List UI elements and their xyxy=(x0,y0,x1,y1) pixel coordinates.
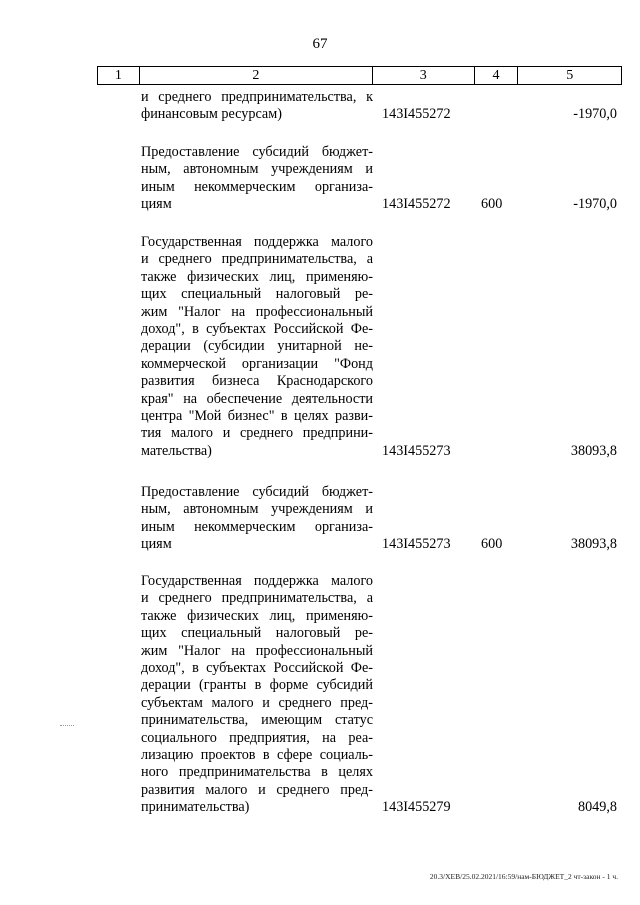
description-line: финансовым ресурсам) xyxy=(141,106,282,123)
description-line: жим "Налог на профессиональный xyxy=(141,642,373,659)
description-line: доход", в субъектах Российской Фе- xyxy=(141,321,373,338)
description-line: иным некоммерческим организа- xyxy=(141,518,373,535)
row-expense-type: 600 xyxy=(481,196,503,213)
description-line: лизацию проектов в сфере социаль- xyxy=(141,747,373,764)
table-header xyxy=(97,66,622,85)
description-line: мательства) xyxy=(141,442,212,459)
row-description xyxy=(141,144,373,214)
description-line: ным, автономным учреждениям и xyxy=(141,501,373,518)
margin-mark xyxy=(60,725,74,727)
row-expense-type: 600 xyxy=(481,536,503,553)
row-code: 143I455273 xyxy=(382,536,451,553)
description-line: иным некоммерческим организа- xyxy=(141,178,373,195)
description-line: и среднего предпринимательства, а xyxy=(141,251,373,268)
description-line: дерации (гранты в форме субсидий xyxy=(141,677,373,694)
description-line: также физических лиц, применяю- xyxy=(141,607,373,624)
description-line: социального предприятия, на реа- xyxy=(141,729,373,746)
description-line: Государственная поддержка малого xyxy=(141,234,373,250)
description-line: принимательства, имеющим статус xyxy=(141,712,373,729)
row-amount: -1970,0 xyxy=(573,196,617,213)
description-line: жим "Налог на профессиональный xyxy=(141,303,373,320)
description-line: принимательства) xyxy=(141,799,250,816)
row-amount: 8049,8 xyxy=(577,799,617,816)
row-description xyxy=(141,484,373,554)
row-code: 143I455273 xyxy=(382,442,451,459)
description-line: развития бизнеса Краснодарского xyxy=(141,373,373,390)
description-line: края" на обеспечение деятельности xyxy=(141,390,373,407)
row-amount: 38093,8 xyxy=(570,536,617,553)
description-line: циям xyxy=(141,536,172,553)
description-line: дерации (субсидии унитарной не- xyxy=(141,338,373,355)
page-number: 67 xyxy=(312,36,328,52)
description-line: доход", в субъектах Российской Фе- xyxy=(141,660,373,677)
description-line: Государственная поддержка малого xyxy=(141,573,373,589)
description-line: также физических лиц, применяю- xyxy=(141,268,373,285)
row-amount: -1970,0 xyxy=(573,106,617,123)
description-line: и среднего предпринимательства, а xyxy=(141,590,373,607)
description-line: Предоставление субсидий бюджет- xyxy=(141,144,373,160)
description-line: ного предпринимательства в целях xyxy=(141,764,373,781)
description-line: тия малого и среднего предприни- xyxy=(141,425,373,442)
header-col-1: 1 xyxy=(98,67,140,84)
description-line: ным, автономным учреждениям и xyxy=(141,161,373,178)
description-line: циям xyxy=(141,196,172,213)
row-amount: 38093,8 xyxy=(570,442,617,459)
row-code: 143I455272 xyxy=(382,196,451,213)
description-line: центра "Мой бизнес" в целях разви- xyxy=(141,408,373,425)
description-line: субъектам малого и среднего пред- xyxy=(141,694,373,711)
header-col-3: 3 xyxy=(373,67,475,84)
description-line: щих специальный налоговый ре- xyxy=(141,286,373,303)
row-code: 143I455272 xyxy=(382,106,451,123)
row-description xyxy=(141,89,373,124)
description-line: развития малого и среднего пред- xyxy=(141,781,373,798)
description-line: коммерческой организации "Фонд xyxy=(141,355,373,372)
header-col-4: 4 xyxy=(475,67,519,84)
row-description xyxy=(141,573,373,817)
footer-stamp: 20.3/ХЕВ/25.02.2021/16:59/нам-БЮДЖЕТ_2 чт-закон - 1 ч. xyxy=(429,872,618,881)
description-line: и среднего предпринимательства, к xyxy=(141,89,373,105)
header-col-2: 2 xyxy=(140,67,373,84)
description-line: щих специальный налоговый ре- xyxy=(141,625,373,642)
row-code: 143I455279 xyxy=(382,799,451,816)
description-line: Предоставление субсидий бюджет- xyxy=(141,484,373,500)
row-description xyxy=(141,234,373,460)
header-col-5: 5 xyxy=(566,68,574,83)
